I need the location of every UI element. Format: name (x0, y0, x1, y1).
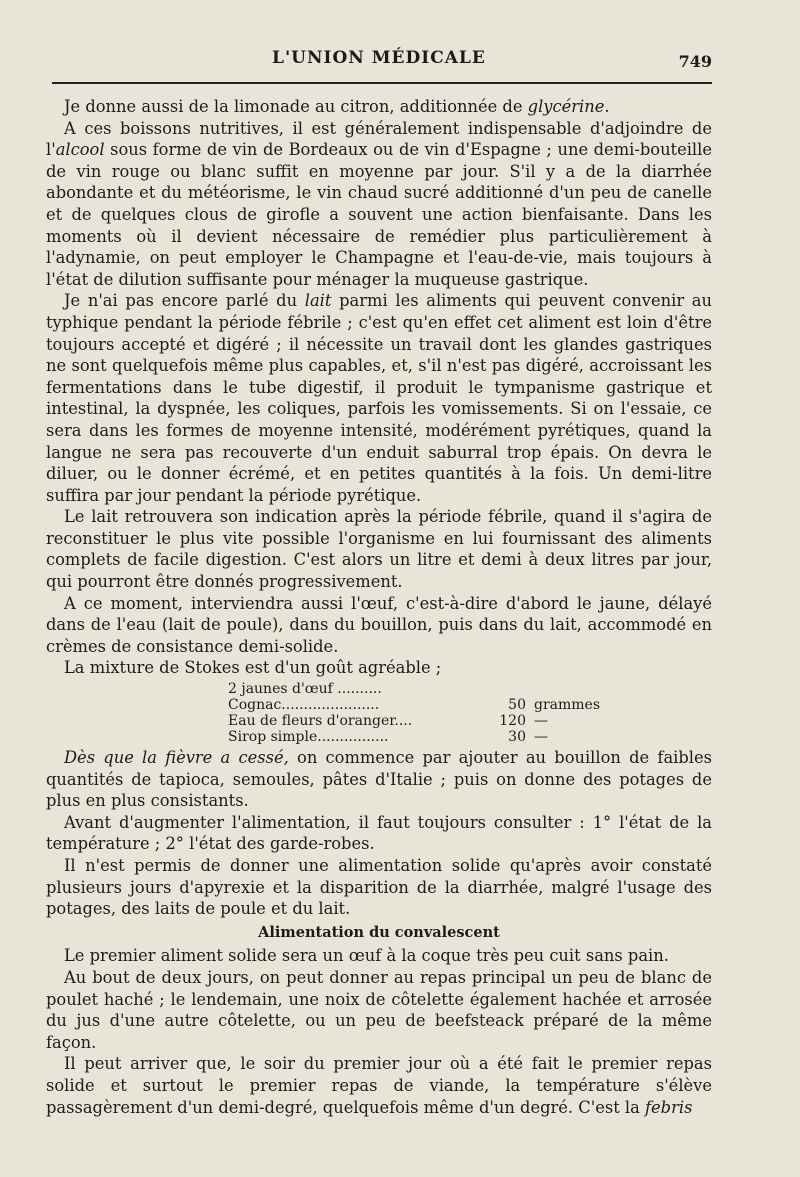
paragraph-emphasis: alcool (55, 140, 105, 160)
page-header (40, 48, 712, 78)
formula-ingredient: Sirop simple................ (228, 729, 389, 746)
paragraph: A ce moment, interviendra aussi l'œuf, c'est-à-dire d'abord le jaune, délayé dans de l'eau (lait de poule), dans du bouillon, puis dans du lait, accommodé en crèmes de consistance demi-solide. (46, 593, 712, 656)
formula-row (228, 729, 712, 745)
paragraph-text: on commence par ajouter au bouillon de faibles quantités de tapioca, semoules, pâtes d'Italie ; puis on donne des potages de plus en plus consistants. (46, 748, 712, 811)
paragraph: Le lait retrouvera son indication après la période fébrile, quand il s'agira de reconstituer le plus vite possible l'organisme en lui fournissant des aliments complets de facile digestion. C'est alors un litre et demi à deux litres par jour, qui pourront être donnés progressivement. (46, 507, 712, 592)
journal-title: L'UNION MÉDICALE (272, 48, 486, 68)
paragraph-emphasis: lait (304, 291, 332, 311)
formula-quantity: 120 (499, 713, 526, 730)
paragraph (46, 290, 712, 506)
paragraph-text: A ces boissons nutritives, il est généralement indispensable d'adjoindre de l' (46, 118, 712, 160)
formula-quantity: 30 (508, 729, 526, 746)
header-rule (52, 82, 712, 84)
paragraph (46, 118, 712, 291)
paragraph-text: parmi les aliments qui peuvent convenir au typhique pendant la période fébrile ; c'est qu'en effet cet aliment est loin d'être toujours accepté et digéré ; il nécessite un travail dont les glandes gastriques ne sont quelquefois même plus capables, et, s'il n'est pas digéré, accroissant les fermentations dans le tube digestif, il produit le tympanisme gastrique et intestinal, la dyspnée, les coliques, parfois les vomissements. Si on l'essaie, ce sera dans les formes de moyenne intensité, modérément pyrétiques, quand la langue ne sera pas recouverte d'un enduit saburral trop épais. On devra le diluer, ou le donner écrémé, et en petites quantités à la fois. Un demi-litre suffira par jour pendant la période pyrétique. (46, 291, 712, 505)
formula-unit: — (534, 729, 548, 746)
paragraph-text: Il peut arriver que, le soir du premier jour où a été fait le premier repas solide et surtout le premier repas de viande, la température s'élève passagèrement d'un demi-degré, quelquefois même d'un degré. C'est la (46, 1054, 712, 1117)
paragraph: La mixture de Stokes est d'un goût agréable ; (64, 658, 442, 678)
paragraph: Le premier aliment solide sera un œuf à la coque très peu cuit sans pain. (64, 946, 669, 966)
paragraph (46, 747, 712, 812)
paragraph: Il n'est permis de donner une alimentation solide qu'après avoir constaté plusieurs jours d'apyrexie et la disparition de la diarrhée, malgré l'usage des potages, des laits de poule et du lait. (46, 856, 712, 919)
paragraph (46, 1053, 712, 1118)
formula-row (228, 681, 712, 697)
paragraph: Avant d'augmenter l'alimentation, il faut toujours consulter : 1° l'état de la température ; 2° l'état des garde-robes. (46, 812, 712, 854)
paragraph-text: sous forme de vin de Bordeaux ou de vin d'Espagne ; une demi-bouteille de vin rouge ou blanc suffit en moyenne par jour. S'il y a de la diarrhée abondante et du météorisme, le vin chaud sucré additionné d'un peu de canelle et de quelques clous de girofle a souvent une action bienfaisante. Dans les moments où il devient nécessaire de remédier plus particulièrement à l'adynamie, on peut employer le Champagne et l'eau-de-vie, mais toujours à l'état de dilution suffisante pour ménager la muqueuse gastrique. (46, 140, 712, 289)
formula-ingredient: Eau de fleurs d'oranger.... (228, 713, 413, 730)
formula-unit (526, 681, 534, 697)
section-subheading: Alimentation du convalescent (258, 923, 500, 941)
formula-ingredient: 2 jaunes d'œuf .......... (228, 681, 382, 698)
formula-row (228, 713, 712, 729)
page-number: 749 (678, 52, 712, 71)
formula-row (228, 697, 712, 713)
formula-quantity: 50 (508, 697, 526, 714)
formula-ingredient: Cognac...................... (228, 697, 380, 714)
formula-quantity (466, 681, 526, 697)
article-body (46, 96, 712, 1118)
paragraph-text: Je n'ai pas encore parlé du (64, 291, 305, 311)
paragraph-emphasis: glycérine. (527, 97, 610, 116)
paragraph (46, 96, 712, 118)
paragraph-emphasis: Dès que la fièvre a cessé, (64, 748, 289, 768)
paragraph-emphasis: febris (645, 1097, 693, 1117)
paragraph-text: Je donne aussi de la limonade au citron, additionnée de (64, 97, 528, 116)
stokes-formula (228, 681, 712, 745)
formula-unit: grammes (534, 697, 601, 714)
formula-unit: — (534, 713, 548, 730)
paragraph: Au bout de deux jours, on peut donner au repas principal un peu de blanc de poulet haché ; le lendemain, une noix de côtelette également hachée et arrosée du jus d'une autre côtelette, ou un peu de beefsteack préparé de la même façon. (46, 967, 712, 1052)
